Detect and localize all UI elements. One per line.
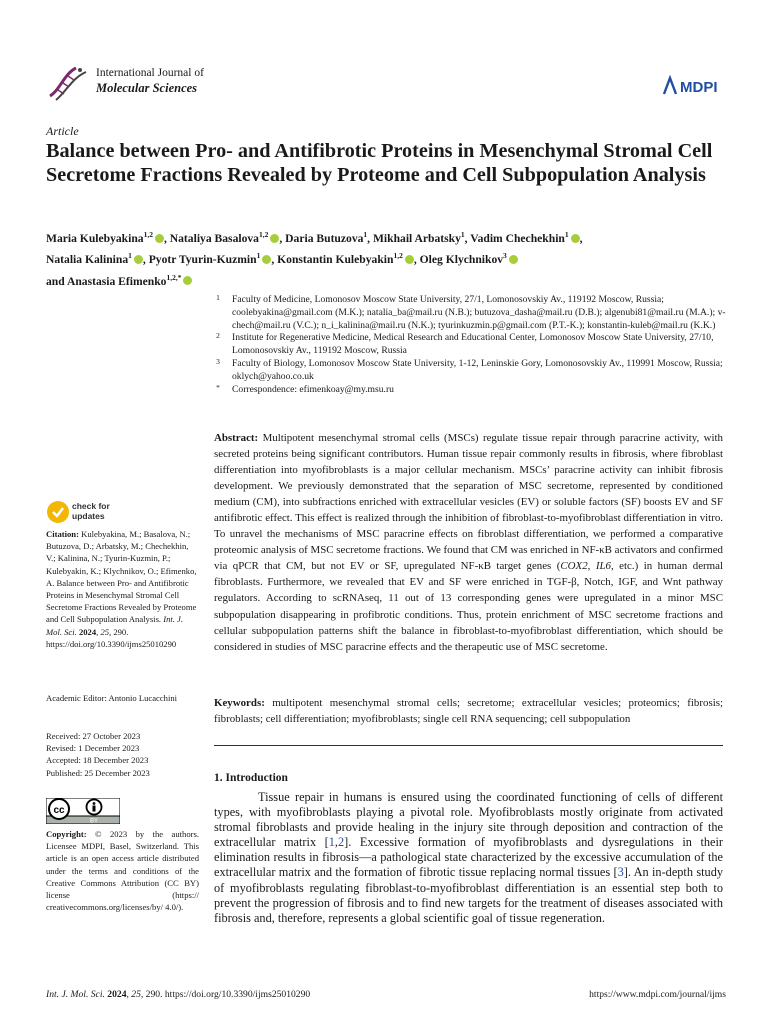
abstract-text-2: , etc.) in human dermal fibroblasts. Furthermore, we revealed that EV and SF were enriched in TGF-β, Notch, IGF, and Wnt pathway regulators. According to scRNAseq, 11 out of 13 corresponding genes were upregulated in a minor MSC subpopulation disappearing in profibrotic conditions. Thus, protein enrichment of MSC secretome fractions and cellular subpopulation patterns shift the balance in fibroblast-to-myofibroblast differentiation, which should be considered in studies of MSC paracrine effects and the therapeutic use of MSC secretome. (214, 560, 723, 653)
author-name: Vadim Chechekhin (470, 231, 565, 245)
intro-text-1: Tissue repair in humans is ensured using the coordinated functioning of cells of different types, with myofibroblasts playing a pivotal role. Myofibroblasts mostly originate from activated stromal fibroblasts and provide healing in the injury site through deposition and contraction of the extracellular matrix [ (214, 790, 723, 850)
mdpi-logo-icon (660, 74, 722, 98)
abstract-label: Abstract: (214, 432, 259, 444)
author-affiliation-number: 1,2,* (166, 272, 182, 282)
author-separator: , (142, 253, 149, 267)
gene-cox2: COX2 (560, 560, 588, 573)
author-separator: , (367, 231, 373, 245)
affiliation-number: 3 (216, 356, 220, 366)
cc-by-label: BY (89, 818, 99, 824)
author-affiliation-number: 1 (363, 230, 368, 239)
check-line2: updates (72, 511, 105, 521)
date-accepted: Accepted: 18 December 2023 (46, 755, 149, 766)
author-list (46, 226, 726, 290)
article-type: Article (46, 124, 79, 138)
keywords (214, 695, 723, 727)
keywords-label: Keywords: (214, 697, 265, 709)
citation-year: 2024 (78, 626, 97, 637)
affiliation-item (214, 294, 726, 332)
ref-comma: , (334, 835, 338, 850)
section-heading-introduction: 1. Introduction (214, 772, 288, 784)
intro-text-3: ]. An in-depth study of myofibroblasts regulating fibroblast-to-myofibroblast differentiation is an essential step both to prevent the progression of fibrosis and to find new targets for the treatment of diseases associated with fibrosis and, therefore, represents a global scientific goal of tissue regeneration. (214, 865, 723, 925)
journal-name-line1: International Journal of (96, 67, 204, 79)
author-affiliation-number: 1 (564, 230, 569, 239)
footer-volume: 25 (131, 989, 141, 1000)
orcid-icon[interactable] (405, 255, 414, 264)
check-line1: check for (72, 501, 110, 511)
section-divider (214, 745, 723, 746)
copyright-label: Copyright: (46, 829, 87, 839)
author-name: Daria Butuzova (285, 231, 364, 245)
date-received: Received: 27 October 2023 (46, 731, 141, 741)
citation-block: Citation: Kulebyakina, M.; Basalova, N.; Butuzova, D.; Arbatsky, M.; Chechekhin, V.; Kalinina, N.; Tyurin-Kuzmin, P.; Kulebyakin, K.; Klychnikov, O.; Efimenko, A. Balance between Pro- and Antifibrotic Proteins in Mesenchymal Stromal Cell Secretome Fractions Revealed by Proteome and Cell Subpopulation Analysis. Int. J. Mol. Sci. 2024, 25, 290. https://doi.org/10.3390/ijms25010290 (46, 529, 197, 649)
author-separator: , (413, 253, 420, 267)
affiliation-text: Faculty of Medicine, Lomonosov Moscow State University, 27/1, Lomonosovskiy Av., 119192 Moscow, Russia; coolebyakina@gmail.com (M.K.); natalia_ba@mail.ru (N.B.); butuzova_dasha@mail.ru (D.B.); algenubi81@mail.ru (M.A.); v-chech@mail.ru (V.C.); n_i_kalinina@mail.ru (N.K.); tyurinkuzmin.p@gmail.com (P.T.-K.); konstantin-kuleb@mail.ru (K.K.) (232, 294, 726, 331)
affiliation-item (214, 384, 726, 397)
author-affiliation-number: 1,2 (143, 230, 153, 239)
author-separator: , (464, 231, 471, 245)
affiliations (214, 294, 726, 396)
affiliation-text: Institute for Regenerative Medicine, Medical Research and Educational Center, Lomonosov Moscow State University, 27/10, Lomonosovskiy Av., 119192 Moscow, Russia (232, 332, 714, 357)
article-title: Balance between Pro- and Antifibrotic Proteins in Mesenchymal Stromal Cell Secretome Fractions Revealed by Proteome and Cell Subpopulation Analysis (46, 140, 713, 186)
footer-journal-url[interactable]: https://www.mdpi.com/journal/ijms (589, 989, 726, 1000)
author-separator: , (163, 231, 170, 245)
gene-separator: , (587, 560, 596, 573)
copyright-notice (46, 828, 199, 913)
author-name: Maria Kulebyakina (46, 231, 144, 245)
author-separator: , (579, 231, 583, 245)
citation-label: Citation: (46, 529, 79, 539)
author-affiliation-number: 3 (503, 251, 507, 261)
author-affiliation-number: 1 (460, 230, 465, 239)
footer-year: 2024 (107, 989, 127, 1000)
journal-name-line2: Molecular Sciences (96, 81, 198, 95)
author-name: Pyotr Tyurin-Kuzmin (148, 253, 257, 267)
author-separator: , (279, 231, 286, 245)
author-affiliation-number: 1,2 (393, 251, 403, 261)
author-name: Konstantin Kulebyakin (277, 253, 394, 267)
keywords-text: multipotent mesenchymal stromal cells; secretome; extracellular vesicles; proteomics; fibrosis; fibroblasts; cell differentiation; myofibroblasts; single cell RNA sequencing; cell subpopulation (214, 697, 723, 726)
affiliation-item (214, 358, 726, 384)
author-affiliation-number: 1,2 (258, 230, 269, 239)
author-name: Nataliya Basalova (169, 231, 259, 245)
affiliation-number: * (216, 382, 220, 392)
affiliation-text: Correspondence: efimenkoay@my.msu.ru (232, 383, 394, 395)
abstract-text: Multipotent mesenchymal stromal cells (MSCs) regulate tissue repair through paracrine activity, with secreted proteins being significant contributors. Human tissue repair commonly results in fibrosis, where fibroblast differentiation into myofibroblasts is a major cellular mechanism. MSCs’ paracrine activity can inhibit fibrosis development. We previously demonstrated that the separation of MSC secretome, represented by conditioned medium (CM), into subfractions enriched with extracellular vesicles (EV) or soluble factors (SF) boosts EV and SF antifibrotic effect. This effect is realized through the inhibition of fibroblast-to-myofibroblast differentiation in vitro. To unravel the mechanisms of MSC paracrine effects on fibroblast differentiation, we performed a comparative proteomic analysis of MSC secretome fractions. We found that CM was enriched in NF-κB activators and confirmed via qPCR that CM, but not EV or SF, upregulated NF-κB target genes ( (214, 432, 723, 573)
orcid-icon[interactable] (509, 255, 518, 264)
citation-pages: , 290. https://doi.org/10.3390/ijms25010290 (46, 626, 177, 649)
reference-link-1[interactable]: 1 (328, 835, 335, 850)
reference-link-3[interactable]: 3 (617, 865, 624, 880)
author-separator: , (271, 253, 278, 267)
check-for-updates-icon (46, 500, 70, 524)
author-name: Oleg Klychnikov (419, 253, 504, 267)
orcid-icon[interactable] (270, 234, 279, 243)
date-published: Published: 25 December 2023 (46, 767, 150, 778)
author-affiliation-number: 1 (128, 251, 132, 261)
abstract (214, 430, 723, 655)
reference-link-2[interactable]: 2 (337, 835, 345, 850)
page-footer: Int. J. Mol. Sci. 2024, 25, 290. https://doi.org/10.3390/ijms25010290 https://www.mdpi.com/journal/ijms (46, 989, 726, 1000)
introduction-paragraph (214, 790, 723, 926)
academic-editor: Academic Editor: Antonio Lucacchini (46, 693, 178, 703)
author-name: Mikhail Arbatsky (372, 231, 461, 245)
journal-logo-icon (46, 60, 90, 104)
affiliation-item (214, 332, 726, 358)
svg-text:cc: cc (53, 805, 65, 816)
footer-doi: , 290. https://doi.org/10.3390/ijms25010290 (140, 989, 311, 1000)
affiliation-number: 2 (216, 331, 220, 341)
citation-journal: Int. J. Mol. Sci. (46, 614, 184, 637)
journal-name (96, 66, 204, 96)
gene-il6: IL6 (595, 560, 611, 573)
orcid-icon[interactable] (571, 234, 580, 243)
affiliation-text: Faculty of Biology, Lomonosov Moscow State University, 1-12, Leninskie Gory, Lomonosovskiy Av., 119991 Moscow, Russia; oklych@yahoo.co.uk (232, 357, 723, 382)
author-affiliation-number: 1 (256, 251, 261, 261)
cc-by-license-icon[interactable] (46, 798, 120, 824)
orcid-icon[interactable] (183, 276, 192, 285)
citation-text: Kulebyakina, M.; Basalova, N.; Butuzova, D.; Arbatsky, M.; Chechekhin, V.; Kalinina, N.; Tyurin-Kuzmin, P.; Kulebyakin, K.; Klychnikov, O.; Efimenko, A. Balance between Pro- and Antifibrotic Proteins in Mesenchymal Stromal Cell Secretome Fractions Revealed by Proteome and Cell Subpopulation Analysis. (46, 529, 197, 625)
footer-journal: Int. J. Mol. Sci. (46, 989, 105, 1000)
orcid-icon[interactable] (262, 255, 271, 264)
author-name: and Anastasia Efimenko (46, 274, 167, 288)
publisher-logo-text: MDPI (680, 79, 718, 96)
check-for-updates-button[interactable] (46, 500, 176, 526)
affiliation-number: 1 (216, 293, 220, 302)
date-revised: Revised: 1 December 2023 (46, 743, 140, 754)
copyright-text: © 2023 by the authors. Licensee MDPI, Basel, Switzerland. This article is an open access article distributed under the terms and conditions of the Creative Commons Attribution (CC BY) license (https:// creativecommons.org/licenses/by/ 4.0/). (46, 829, 199, 913)
publication-dates (46, 730, 199, 779)
citation-volume: 25 (100, 626, 110, 637)
author-name: Natalia Kalinina (46, 253, 129, 267)
orcid-icon[interactable] (134, 255, 143, 264)
intro-text-2: ]. Excessive formation of myofibroblasts and dysregulations in their elimination results in fibrosis—a pathological state characterized by the excessive accumulation of the extracellular matrix and the formation of fibrotic tissue replacing normal tissues [ (214, 835, 723, 880)
orcid-icon[interactable] (155, 234, 164, 243)
